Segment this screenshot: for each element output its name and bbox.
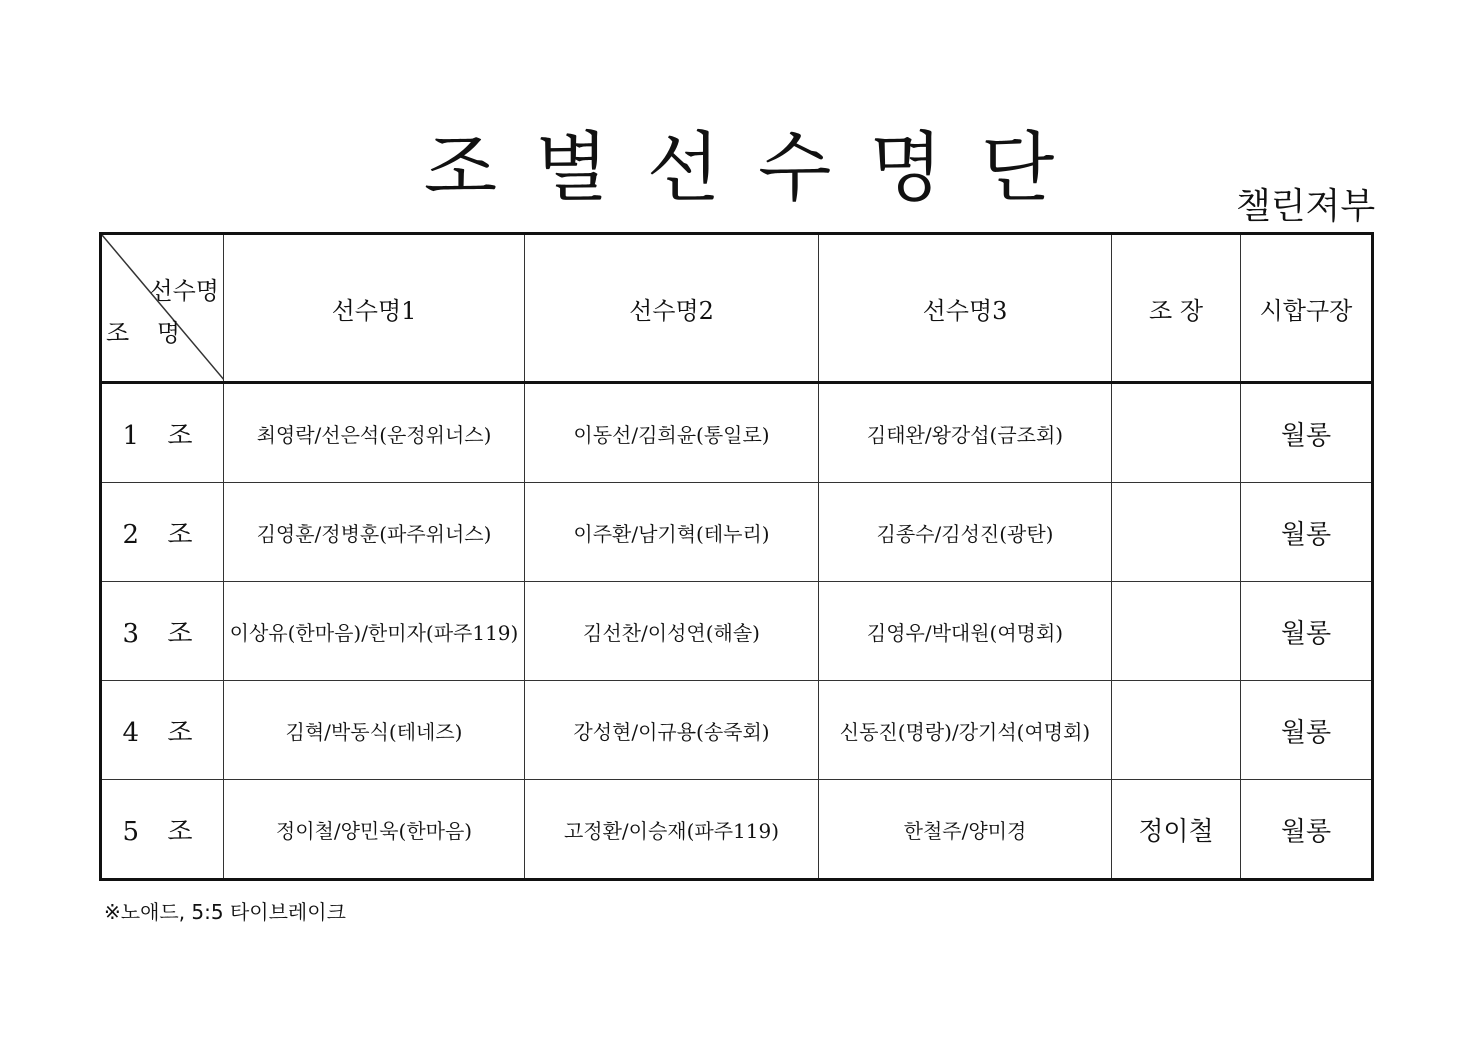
footnote: ※노애드, 5:5 타이브레이크: [104, 900, 346, 924]
corner-header: [101, 234, 224, 383]
player1-cell: 김혁/박동식(테네즈): [224, 681, 525, 780]
header-player2: 선수명2: [525, 234, 819, 383]
player1-cell: 정이철/양민욱(한마음): [224, 780, 525, 880]
player2-cell: 고정환/이승재(파주119): [525, 780, 819, 880]
diagonal-divider: [102, 235, 223, 381]
group-cell: 2 조: [101, 483, 224, 582]
group-cell: 1 조: [101, 383, 224, 483]
roster-table: [99, 232, 1374, 881]
header-captain: 조 장: [1112, 234, 1241, 383]
page-title: 조별선수명단: [423, 123, 1093, 212]
player1-cell: 이상유(한마음)/한미자(파주119): [224, 582, 525, 681]
venue-cell: 월롱: [1241, 483, 1373, 582]
player2-cell: 이주환/남기혁(테누리): [525, 483, 819, 582]
player3-cell: 신동진(명랑)/강기석(여명회): [819, 681, 1112, 780]
table-row: [101, 681, 1373, 780]
captain-cell: [1112, 383, 1241, 483]
group-cell: 4 조: [101, 681, 224, 780]
player2-cell: 강성현/이규용(송죽회): [525, 681, 819, 780]
table-row: [101, 383, 1373, 483]
captain-cell: 정이철: [1112, 780, 1241, 880]
table-row: [101, 780, 1373, 880]
captain-cell: [1112, 483, 1241, 582]
header-row: [101, 234, 1373, 383]
corner-top-label: 선수명: [149, 277, 219, 305]
captain-cell: [1112, 582, 1241, 681]
header-player1: 선수명1: [224, 234, 525, 383]
captain-cell: [1112, 681, 1241, 780]
division-label: 챌린져부: [1236, 186, 1376, 227]
group-cell: 3 조: [101, 582, 224, 681]
corner-bottom-label: 조 명: [106, 319, 190, 347]
player2-cell: 이동선/김희윤(통일로): [525, 383, 819, 483]
group-cell: 5 조: [101, 780, 224, 880]
venue-cell: 월롱: [1241, 780, 1373, 880]
player3-cell: 한철주/양미경: [819, 780, 1112, 880]
venue-cell: 월롱: [1241, 383, 1373, 483]
table-row: [101, 483, 1373, 582]
header-venue: 시합구장: [1241, 234, 1373, 383]
header-player3: 선수명3: [819, 234, 1112, 383]
player3-cell: 김종수/김성진(광탄): [819, 483, 1112, 582]
player3-cell: 김태완/왕강섭(금조회): [819, 383, 1112, 483]
table-row: [101, 582, 1373, 681]
player3-cell: 김영우/박대원(여명회): [819, 582, 1112, 681]
venue-cell: 월롱: [1241, 681, 1373, 780]
player1-cell: 김영훈/정병훈(파주위너스): [224, 483, 525, 582]
player1-cell: 최영락/선은석(운정위너스): [224, 383, 525, 483]
venue-cell: 월롱: [1241, 582, 1373, 681]
player2-cell: 김선찬/이성연(해솔): [525, 582, 819, 681]
